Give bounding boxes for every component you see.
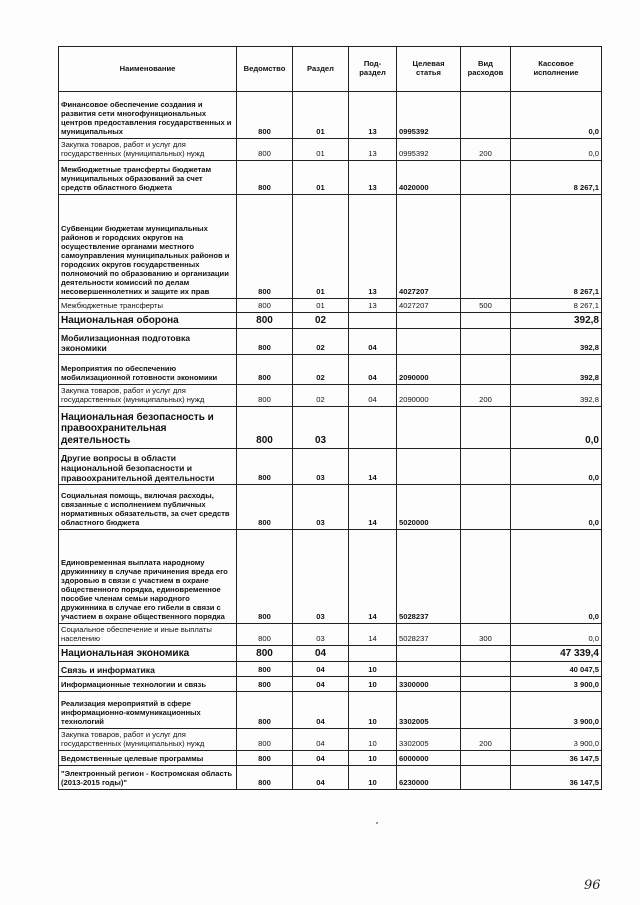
row-raz: 04 (293, 751, 349, 766)
row-pod: 10 (349, 677, 397, 692)
row-ved: 800 (237, 677, 293, 692)
row-ved: 800 (237, 407, 293, 449)
header-statya: Целевая статья (397, 47, 461, 92)
row-vid (461, 530, 511, 624)
table-row (59, 646, 602, 662)
table-row (59, 662, 602, 677)
row-raz: 01 (293, 161, 349, 195)
row-vid: 500 (461, 299, 511, 313)
row-name: Национальная оборона (59, 313, 237, 329)
row-st: 2090000 (397, 355, 461, 385)
row-raz: 03 (293, 624, 349, 646)
row-pod (349, 646, 397, 662)
row-vid: 200 (461, 385, 511, 407)
row-vid (461, 662, 511, 677)
row-st: 3302005 (397, 692, 461, 729)
row-st: 0995392 (397, 139, 461, 161)
row-name: Межбюджетные трансферты бюджетам муниципальных образований за счет средств областного бюджета (59, 161, 237, 195)
row-raz: 01 (293, 92, 349, 139)
row-vid (461, 195, 511, 299)
row-pod: 10 (349, 692, 397, 729)
row-name: Межбюджетные трансферты (59, 299, 237, 313)
table-row (59, 530, 602, 624)
table-row (59, 299, 602, 313)
row-name: Социальное обеспечение и иные выплаты населению (59, 624, 237, 646)
row-name: Закупка товаров, работ и услуг для государственных (муниципальных) нужд (59, 139, 237, 161)
header-vid: Вид расходов (461, 47, 511, 92)
row-sum: 8 267,1 (511, 299, 602, 313)
row-raz: 04 (293, 692, 349, 729)
row-pod: 13 (349, 299, 397, 313)
row-raz: 02 (293, 385, 349, 407)
row-sum: 47 339,4 (511, 646, 602, 662)
table-row (59, 161, 602, 195)
row-sum: 3 900,0 (511, 677, 602, 692)
row-name: Реализация мероприятий в сфере информационно-коммуникационных технологий (59, 692, 237, 729)
table-row (59, 692, 602, 729)
table-row (59, 329, 602, 355)
row-pod: 14 (349, 530, 397, 624)
row-st (397, 646, 461, 662)
row-st: 3300000 (397, 677, 461, 692)
row-vid: 200 (461, 729, 511, 751)
row-raz: 01 (293, 195, 349, 299)
row-sum: 0,0 (511, 624, 602, 646)
row-ved: 800 (237, 385, 293, 407)
row-pod: 14 (349, 485, 397, 530)
row-st: 4027207 (397, 195, 461, 299)
row-vid (461, 766, 511, 790)
row-ved: 800 (237, 692, 293, 729)
row-vid (461, 355, 511, 385)
budget-table (58, 46, 602, 790)
row-sum: 392,8 (511, 355, 602, 385)
row-st: 5028237 (397, 624, 461, 646)
row-st (397, 407, 461, 449)
table-row (59, 385, 602, 407)
row-name: Мероприятия по обеспечению мобилизационной готовности экономики (59, 355, 237, 385)
row-pod: 10 (349, 766, 397, 790)
row-raz: 03 (293, 485, 349, 530)
row-name: Субвенции бюджетам муниципальных районов и городских округов на осуществление органами местного самоуправления муниципальных районов и городских округов государственных полномочий по образованию и организации деятельности комиссий по делам несовершеннолетних и защите их прав (59, 195, 237, 299)
row-st: 3302005 (397, 729, 461, 751)
row-vid (461, 329, 511, 355)
header-razdel: Раздел (293, 47, 349, 92)
row-name: Национальная экономика (59, 646, 237, 662)
row-vid (461, 407, 511, 449)
row-st (397, 329, 461, 355)
row-st: 6230000 (397, 766, 461, 790)
row-sum: 3 900,0 (511, 692, 602, 729)
table-row (59, 195, 602, 299)
row-raz: 01 (293, 299, 349, 313)
row-sum: 0,0 (511, 139, 602, 161)
table-row (59, 677, 602, 692)
row-name: Закупка товаров, работ и услуг для государственных (муниципальных) нужд (59, 385, 237, 407)
row-name: Мобилизационная подготовка экономики (59, 329, 237, 355)
row-raz: 04 (293, 729, 349, 751)
row-pod: 13 (349, 139, 397, 161)
row-vid (461, 485, 511, 530)
row-raz: 04 (293, 766, 349, 790)
row-raz: 03 (293, 407, 349, 449)
row-pod: 13 (349, 195, 397, 299)
table-row (59, 751, 602, 766)
header-kassa: Кассовое исполнение (511, 47, 602, 92)
row-pod: 14 (349, 624, 397, 646)
row-ved: 800 (237, 139, 293, 161)
row-raz: 04 (293, 662, 349, 677)
table-row (59, 449, 602, 485)
row-st: 4020000 (397, 161, 461, 195)
row-vid (461, 692, 511, 729)
row-sum: 0,0 (511, 92, 602, 139)
row-ved: 800 (237, 299, 293, 313)
row-sum: 8 267,1 (511, 161, 602, 195)
row-vid (461, 313, 511, 329)
table-row (59, 624, 602, 646)
row-name: Социальная помощь, включая расходы, связанные с исполнением публичных нормативных обязательств, за счет средств областного бюджета (59, 485, 237, 530)
row-sum: 40 047,5 (511, 662, 602, 677)
row-ved: 800 (237, 449, 293, 485)
row-sum: 0,0 (511, 530, 602, 624)
scan-speck (376, 822, 378, 824)
row-ved: 800 (237, 195, 293, 299)
row-vid (461, 751, 511, 766)
row-ved: 800 (237, 161, 293, 195)
row-ved: 800 (237, 624, 293, 646)
row-st (397, 313, 461, 329)
row-st: 4027207 (397, 299, 461, 313)
row-ved: 800 (237, 751, 293, 766)
row-pod: 04 (349, 385, 397, 407)
row-sum: 36 147,5 (511, 751, 602, 766)
row-st: 2090000 (397, 385, 461, 407)
row-pod: 10 (349, 662, 397, 677)
row-name: "Электронный регион - Костромская область (2013-2015 годы)" (59, 766, 237, 790)
row-st: 5028237 (397, 530, 461, 624)
row-raz: 01 (293, 139, 349, 161)
header-podrazdel: Под- раздел (349, 47, 397, 92)
row-ved: 800 (237, 329, 293, 355)
row-pod: 14 (349, 449, 397, 485)
row-name: Закупка товаров, работ и услуг для государственных (муниципальных) нужд (59, 729, 237, 751)
row-ved: 800 (237, 729, 293, 751)
row-raz: 02 (293, 355, 349, 385)
row-sum: 0,0 (511, 407, 602, 449)
row-sum: 392,8 (511, 385, 602, 407)
row-pod: 04 (349, 355, 397, 385)
page-number: 96 (584, 878, 601, 893)
row-pod: 10 (349, 729, 397, 751)
row-ved: 800 (237, 530, 293, 624)
table-row (59, 485, 602, 530)
table-row (59, 313, 602, 329)
row-raz: 02 (293, 313, 349, 329)
row-raz: 02 (293, 329, 349, 355)
row-pod: 04 (349, 329, 397, 355)
row-name: Связь и информатика (59, 662, 237, 677)
row-pod (349, 407, 397, 449)
row-ved: 800 (237, 485, 293, 530)
row-vid: 200 (461, 139, 511, 161)
row-pod (349, 313, 397, 329)
row-sum: 392,8 (511, 329, 602, 355)
row-sum: 0,0 (511, 485, 602, 530)
row-raz: 04 (293, 646, 349, 662)
row-pod: 13 (349, 161, 397, 195)
row-raz: 04 (293, 677, 349, 692)
row-raz: 03 (293, 530, 349, 624)
row-ved: 800 (237, 313, 293, 329)
row-vid (461, 161, 511, 195)
table-row (59, 766, 602, 790)
row-vid (461, 449, 511, 485)
row-st: 5020000 (397, 485, 461, 530)
row-name: Ведомственные целевые программы (59, 751, 237, 766)
row-sum: 392,8 (511, 313, 602, 329)
row-vid (461, 92, 511, 139)
row-st: 6000000 (397, 751, 461, 766)
row-ved: 800 (237, 662, 293, 677)
row-sum: 8 267,1 (511, 195, 602, 299)
table-row (59, 355, 602, 385)
header-name: Наименование (59, 47, 237, 92)
row-sum: 3 900,0 (511, 729, 602, 751)
row-st (397, 662, 461, 677)
row-name: Финансовое обеспечение создания и развития сети многофункциональных центров предоставления государственных и муниципальных (59, 92, 237, 139)
table-row (59, 92, 602, 139)
row-ved: 800 (237, 355, 293, 385)
row-ved: 800 (237, 92, 293, 139)
row-st: 0995392 (397, 92, 461, 139)
table-row (59, 407, 602, 449)
row-sum: 36 147,5 (511, 766, 602, 790)
table-row (59, 729, 602, 751)
row-pod: 10 (349, 751, 397, 766)
row-name: Другие вопросы в области национальной безопасности и правоохранительной деятельности (59, 449, 237, 485)
header-vedomstvo: Ведомство (237, 47, 293, 92)
row-name: Единовременная выплата народному дружиннику в случае причинения вреда его здоровью в связи с участием в охране общественного порядка, единовременное пособие членам семьи народного дружинника в случае его гибели в связи с участием в охране общественного порядка (59, 530, 237, 624)
row-st (397, 449, 461, 485)
table-header-row (59, 47, 602, 92)
row-pod: 13 (349, 92, 397, 139)
row-vid (461, 677, 511, 692)
row-vid (461, 646, 511, 662)
row-ved: 800 (237, 646, 293, 662)
row-ved: 800 (237, 766, 293, 790)
row-vid: 300 (461, 624, 511, 646)
table-row (59, 139, 602, 161)
row-name: Информационные технологии и связь (59, 677, 237, 692)
row-name: Национальная безопасность и правоохранительная деятельность (59, 407, 237, 449)
row-raz: 03 (293, 449, 349, 485)
row-sum: 0,0 (511, 449, 602, 485)
